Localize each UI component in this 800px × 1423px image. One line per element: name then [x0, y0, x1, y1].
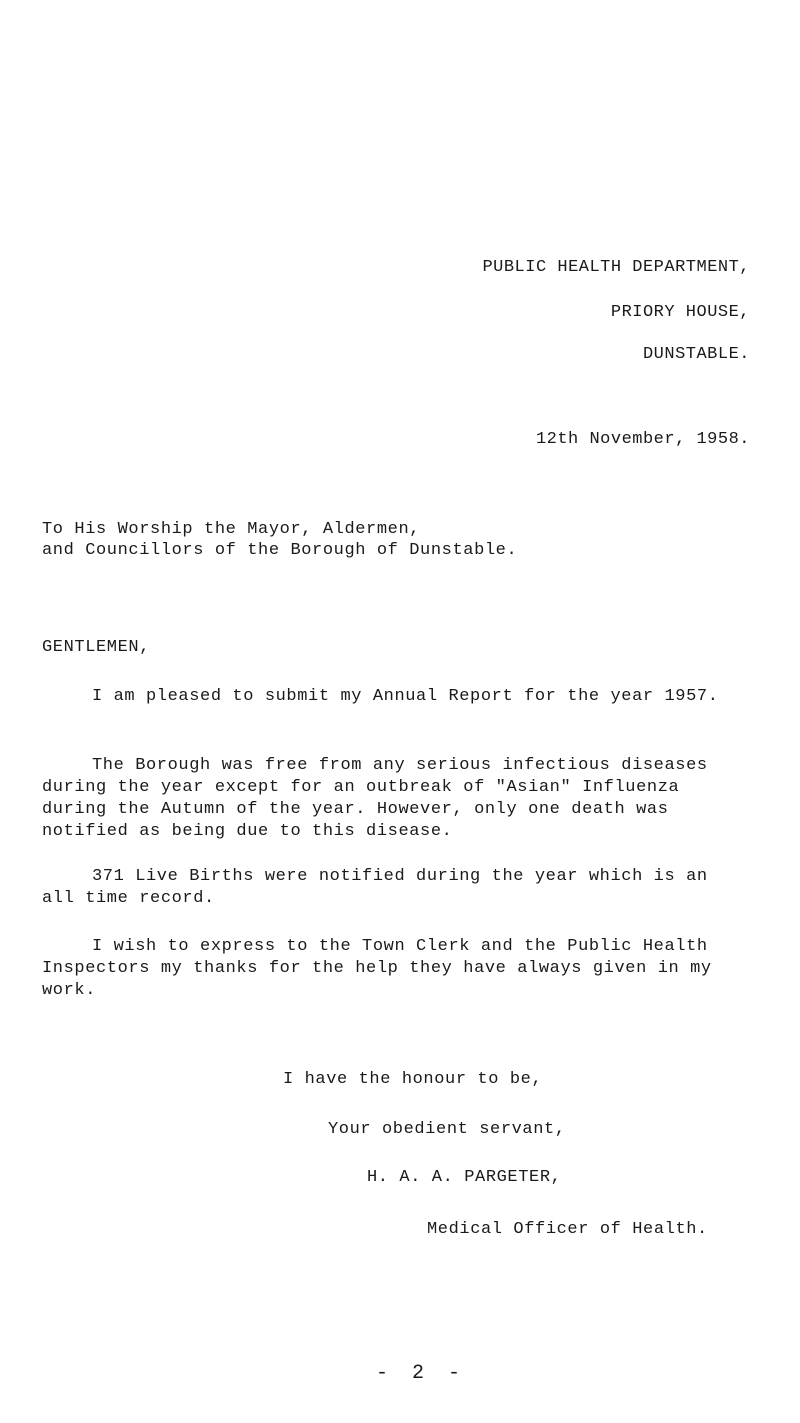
paragraph-thanks-text: I wish to express to the Town Clerk and the Public Health Inspectors my thanks for the help they have always given in my work.	[42, 937, 712, 1000]
page-number: - 2 -	[376, 1362, 467, 1385]
building-name: PRIORY HOUSE,	[610, 303, 750, 322]
town-name: DUNSTABLE.	[642, 345, 750, 364]
paragraph-diseases-text: The Borough was free from any serious infectious diseases during the year except for an outbreak of "Asian" Influenza during the Autumn of the year. However, only one death was notified as being due to this disease.	[42, 756, 708, 841]
department-heading: PUBLIC HEALTH DEPARTMENT,	[482, 258, 750, 277]
addressee-line-1: To His Worship the Mayor, Aldermen,	[42, 520, 421, 539]
signatory-name: H. A. A. PARGETER,	[367, 1168, 562, 1187]
salutation: GENTLEMEN,	[42, 638, 151, 657]
paragraph-diseases	[42, 755, 742, 843]
paragraph-thanks	[42, 936, 742, 1002]
paragraph-births	[42, 866, 742, 910]
closing-line-2: Your obedient servant,	[328, 1120, 566, 1139]
paragraph-births-text: 371 Live Births were notified during the year which is an all time record.	[42, 867, 708, 908]
paragraph-report-text: I am pleased to submit my Annual Report for the year 1957.	[92, 687, 719, 706]
closing-line-1: I have the honour to be,	[283, 1070, 543, 1089]
paragraph-report	[42, 686, 742, 708]
letter-date: 12th November, 1958.	[535, 430, 750, 449]
addressee-line-2: and Councillors of the Borough of Dunstable.	[42, 541, 518, 560]
signatory-title: Medical Officer of Health.	[427, 1220, 708, 1239]
